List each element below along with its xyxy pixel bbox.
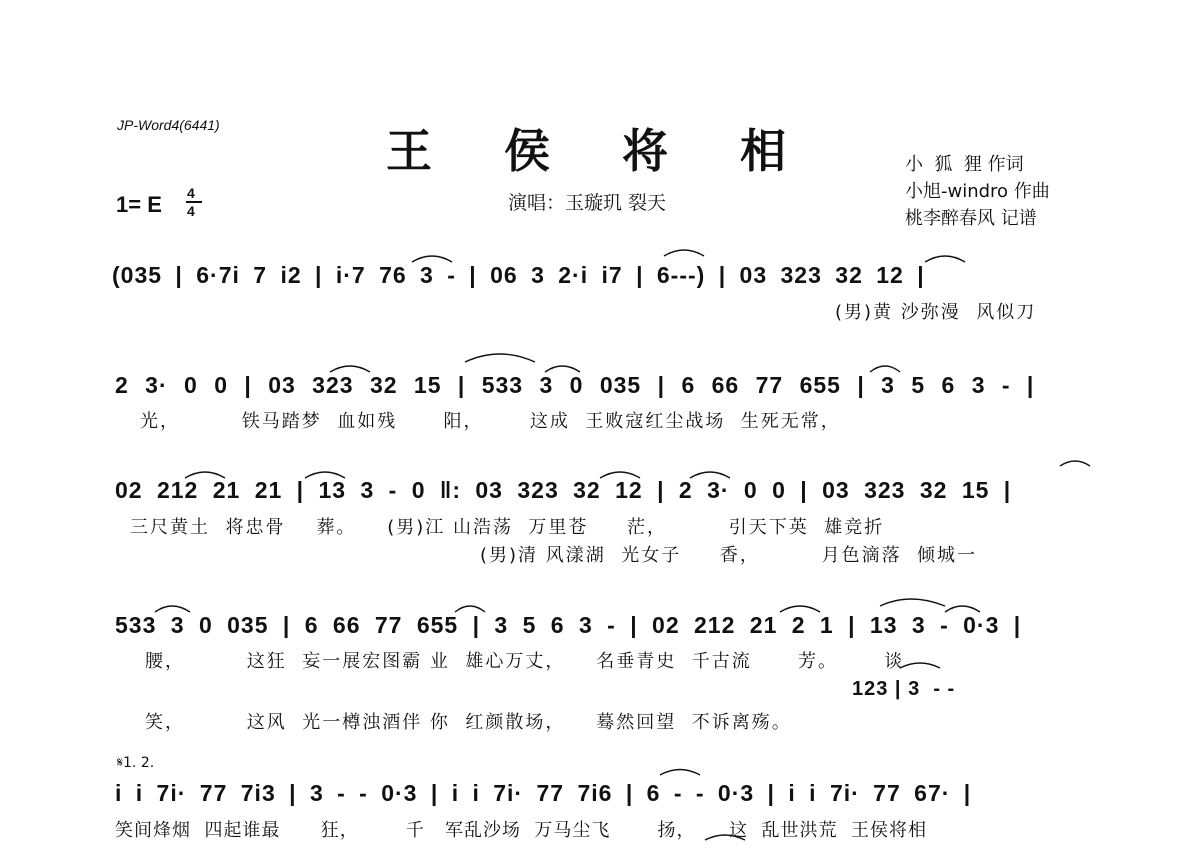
score-line-4-notes: 533 3 0 035 | 6 66 77 655 | 3 5 6 3 - | 02 212 21 2 1 | 13 3 - 0·3 |	[115, 612, 1022, 638]
lyricist-credit: 小 狐 狸 作词	[905, 154, 1024, 175]
time-signature-numerator: 4	[187, 185, 195, 201]
source-label: JP-Word4(6441)	[117, 117, 220, 133]
score-line-1-lyric: (男)黄 沙弥漫 风似刀	[835, 302, 1037, 323]
singers-credit: 演唱：玉璇玑 裂天	[508, 192, 667, 214]
score-line-3-lyric-2: (男)清 风漾湖 光女子 香， 月色滴落 倾城一	[480, 545, 978, 566]
transcriber-credit: 桃李醉春风 记谱	[905, 208, 1037, 229]
score-line-4-lyric-1: 腰， 这狂 妄一展宏图霸 业 雄心万丈， 名垂青史 千古流 芳。 谈	[145, 651, 905, 672]
time-signature-denominator: 4	[187, 203, 195, 219]
segno-volta-mark: 𝄋1. 2.	[117, 755, 155, 771]
alt-ending-notes: 123 | 3 - -	[852, 678, 956, 700]
song-title: 王 侯 将 相	[385, 124, 815, 178]
score-line-4-lyric-2: 笑， 这风 光一樽浊酒伴 你 红颜散场， 蓦然回望 不诉离殇。	[145, 712, 792, 733]
score-line-5-notes: i i 7i· 77 7i3 | 3 - - 0·3 | i i 7i· 77 7i6 | 6 - - 0·3 | i i 7i· 77 67· |	[115, 780, 972, 806]
key-signature: 1= E	[116, 192, 162, 217]
score-line-2-lyric: 光， 铁马踏梦 血如残 阳， 这成 王败寇红尘战场 生死无常，	[140, 411, 841, 432]
composer-credit: 小旭-windro 作曲	[905, 181, 1050, 202]
score-line-5-lyric: 笑间烽烟 四起谁最 狂， 千 军乱沙场 万马尘飞 扬， 这 乱世洪荒 王侯将相	[115, 820, 927, 841]
score-line-2-notes: 2 3· 0 0 | 03 323 32 15 | 533 3 0 035 | 6 66 77 655 | 3 5 6 3 - |	[115, 372, 1035, 398]
score-line-3-notes: 02 212 21 21 | 13 3 - 0 ‖: 03 323 32 12 | 2 3· 0 0 | 03 323 32 15 |	[115, 477, 1012, 503]
score-line-3-lyric-1: 三尺黄土 将忠骨 葬。 (男)江 山浩荡 万里苍 茫， 引天下英 雄竞折	[130, 517, 885, 538]
score-line-1-notes: (035 | 6·7i 7 i2 | i·7 76 3 - | 06 3 2·i i7 | 6---) | 03 323 32 12 |	[112, 262, 925, 288]
